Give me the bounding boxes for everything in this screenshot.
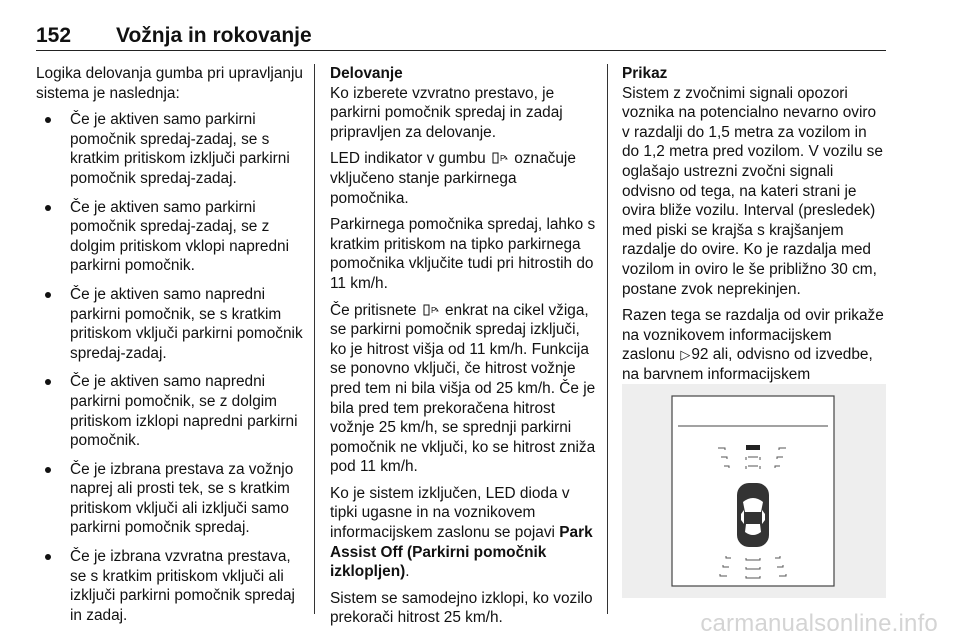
bullet-list [36, 110, 304, 625]
text-span: Razen tega se razdalja od ovir prikaže na voznikovem informacijskem zaslonu [622, 307, 884, 364]
column-3 [622, 64, 886, 411]
text-span: LED indikator v gumbu [330, 150, 486, 168]
text-span: Če pritisnete [330, 301, 417, 319]
section-heading-prikaz: Prikaz [622, 65, 668, 82]
list-item: Če je aktiven samo napredni parkirni pomočnik, se z dolgim pritiskom izklopi napredni parkirni pomočnik. [36, 372, 304, 450]
page-ref-arrow-icon: ▷ [680, 347, 691, 363]
paragraph: Parkirnega pomočnika spredaj, lahko s kratkim pritiskom na tipko parkirnega pomočnika vključite tudi pri hitrostih do 11 km/h. [330, 216, 596, 292]
column-divider [607, 64, 608, 614]
park-assist-off-message: Park Assist Off (Parkirni pomočnik izklopljen) [330, 524, 593, 581]
paragraph [330, 149, 598, 208]
list-item: Če je izbrana vzvratna prestava, se s kratkim pritiskom vključi ali izključi parkirni pomočnik spredaj in zadaj. [36, 547, 304, 625]
page-reference[interactable]: 92 [691, 346, 709, 364]
list-item: Če je aktiven samo parkirni pomočnik spredaj-zadaj, se s kratkim pritiskom izključi parkirni pomočnik spredaj-zadaj. [36, 110, 304, 188]
text-span: . [405, 563, 410, 581]
park-assist-icon [492, 152, 508, 164]
paragraph: Sistem se samodejno izklopi, ko vozilo prekorači hitrost 25 km/h. [330, 589, 593, 627]
list-item: Če je aktiven samo napredni parkirni pomočnik, se s kratkim pritiskom vključi parkirni pomočnik spredaj-zadaj. [36, 285, 304, 363]
page-number: 152 [36, 24, 72, 47]
chapter-title: Vožnja in rokovanje [116, 24, 312, 47]
text-span: Ko je sistem izključen, LED dioda v tipki ugasne in na voznikovem informacijskem zaslonu se pojavi [330, 484, 570, 542]
paragraph: Ko izberete vzvratno prestavo, je parkirni pomočnik spredaj in zadaj pripravljen za delovanje. [330, 84, 563, 141]
paragraph: Sistem z zvočnimi signali opozori voznika na potencialno nevarno oviro v razdalji do 1,5 metra za vozilom in do 1,2 metra pred vozilom. V vozilu se oglašajo ustrezni zvočni signali odvisno od tega, na kateri strani je ovira bliže vozilu. Interval (presledek) med piski se krajša s krajšanjem razdalje do ovire. Ko je razdalja med vozilom in oviro le še približno 30 cm, postane zvok neprekinjen. [622, 84, 883, 298]
paragraph [330, 484, 598, 582]
svg-text:P: P [499, 154, 506, 164]
text-span: ali, odvisno od izvedbe, na barvnem informacijskem [622, 346, 873, 383]
watermark: carmanualsonline.info [700, 610, 938, 637]
park-assist-icon [423, 304, 439, 316]
column-2 [330, 64, 598, 635]
column-1 [36, 64, 304, 634]
intro-paragraph: Logika delovanja gumba pri upravljanju sistema je naslednja: [36, 65, 303, 102]
svg-text:P: P [430, 305, 437, 315]
list-item: Če je izbrana prestava za vožnjo naprej ali prosti tek, se s kratkim pritiskom vključi ali izključi samo parkirni pomočnik spredaj. [36, 460, 304, 538]
text-span: enkrat na cikel vžiga, se parkirni pomočnik spredaj izključi, ko je hitrost višja od 11 km/h. Funkcija se ponovno vključi, če hitrost vožnje pred tem ni bila višja od 25 km/h. Če je bila pred tem prekoračena hitrost vožnje 25 km/h, se sprednji parkirni pomočnik ne vključi, ko se hitrost zniža pod 11 km/h. [330, 301, 596, 476]
paragraph [330, 301, 598, 477]
parking-display-illustration [622, 384, 886, 598]
page-header [36, 24, 886, 51]
parking-display-graphic [622, 384, 886, 598]
section-heading-delovanje: Delovanje [330, 65, 403, 82]
text-span: označuje vključeno stanje parkirnega pomočnika. [330, 150, 576, 207]
column-divider [314, 64, 315, 614]
list-item: Če je aktiven samo parkirni pomočnik spredaj-zadaj, se z dolgim pritiskom vklopi napredni parkirni pomočnik. [36, 198, 304, 276]
